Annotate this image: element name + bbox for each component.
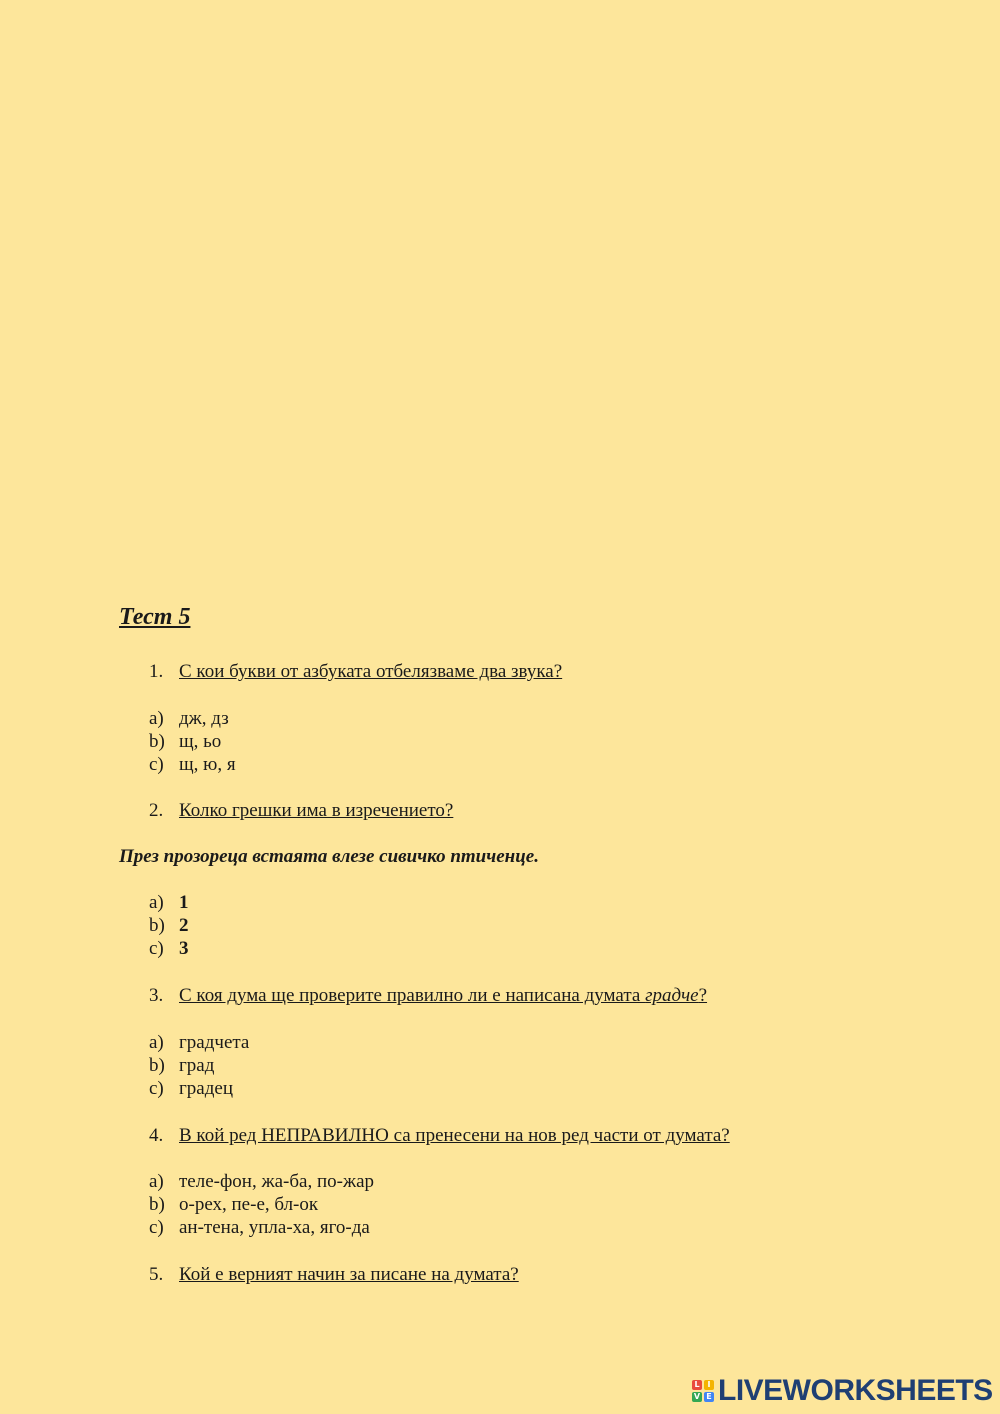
question-text: Колко грешки има в изречението? [179, 800, 454, 821]
logo-letter-i: I [704, 1380, 714, 1390]
option-letter: a) [149, 708, 164, 729]
question-number: 5. [149, 1264, 164, 1285]
option-text: щ, ю, я [179, 754, 236, 775]
option-letter: c) [149, 1217, 164, 1238]
logo-letter-v: V [693, 1392, 701, 1401]
question-text [179, 984, 707, 1007]
question-text: С кои букви от азбуката отбелязваме два звука? [179, 661, 563, 682]
question-text-main: С коя дума ще проверите правилно ли е написана думата [179, 985, 646, 1006]
option-letter: b) [149, 1055, 165, 1076]
logo-letter-l: L [692, 1380, 702, 1390]
option-letter: a) [149, 892, 164, 913]
option-letter: b) [149, 915, 165, 936]
option-text: 3 [179, 938, 189, 959]
option-text: град [179, 1055, 215, 1076]
option-letter: b) [149, 1194, 165, 1215]
option-text: 2 [179, 915, 189, 936]
option-text: 1 [179, 892, 189, 913]
liveworksheets-logo-text: LIVEWORKSHEETS [718, 1374, 993, 1407]
option-letter: a) [149, 1171, 164, 1192]
option-text: теле-фон, жа-ба, по-жар [179, 1171, 375, 1192]
option-text: дж, дз [179, 708, 229, 729]
question-number: 1. [149, 661, 164, 682]
option-letter: c) [149, 938, 164, 959]
question-number: 2. [149, 800, 164, 821]
option-letter: c) [149, 1078, 164, 1099]
option-letter: c) [149, 754, 164, 775]
liveworksheets-logo [692, 1374, 993, 1408]
option-letter: a) [149, 1032, 164, 1053]
logo-letter-e: E [704, 1392, 714, 1402]
question-text: Кой е верният начин за писане на думата? [179, 1264, 519, 1285]
question-text-end: ? [698, 985, 708, 1006]
test-title: Тест 5 [119, 604, 191, 630]
option-text: градчета [179, 1032, 250, 1053]
question-number: 4. [149, 1125, 164, 1146]
question-text: В кой ред НЕПРАВИЛНО са пренесени на нов ред части от думата? [179, 1125, 730, 1146]
option-text: ан-тена, упла-ха, яго-да [179, 1217, 370, 1238]
question-number: 3. [149, 985, 164, 1006]
sample-sentence: През прозореца встаята влезе сивичко птиченце. [119, 846, 539, 867]
option-text: о-рех, пе-е, бл-ок [179, 1194, 319, 1215]
liveworksheets-logo-icon [692, 1380, 714, 1402]
option-text: щ, ьо [179, 731, 222, 752]
option-letter: b) [149, 731, 165, 752]
option-text: градец [179, 1078, 233, 1099]
question-text-italic-word: градче [645, 985, 699, 1006]
